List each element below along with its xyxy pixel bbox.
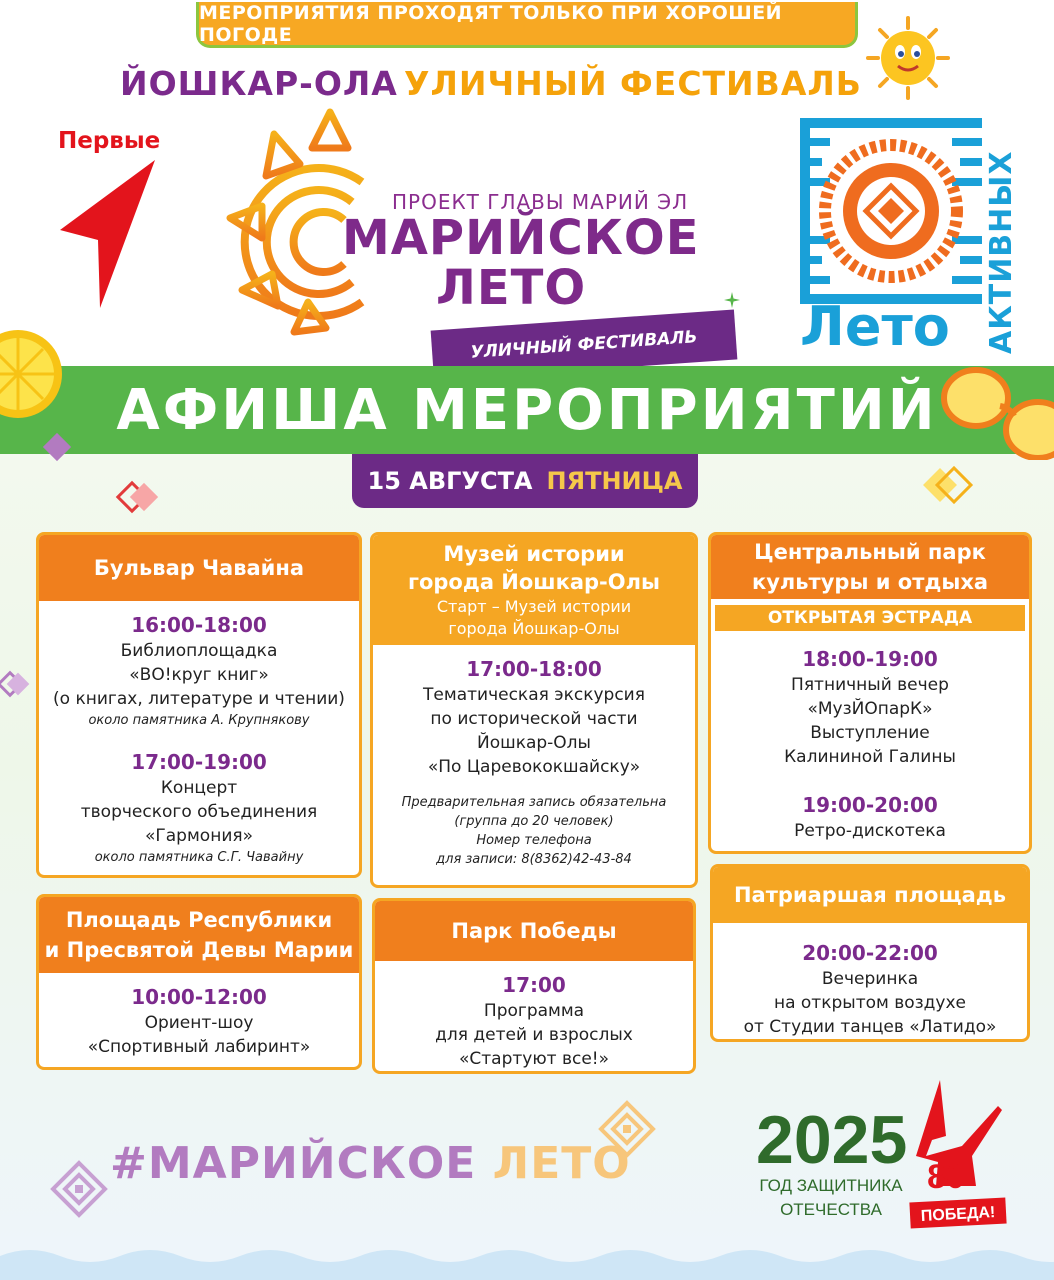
event-line: «Стартуют все!» bbox=[458, 1049, 609, 1069]
event-line: «Гармония» bbox=[145, 826, 253, 846]
event-line: «По Царевококшайску» bbox=[427, 757, 641, 777]
venue-body bbox=[39, 973, 359, 1059]
venue-title-line: культуры и отдыха bbox=[751, 570, 989, 594]
leto-word: ЛЕТО bbox=[436, 260, 587, 316]
date-weekday: ПЯТНИЦА bbox=[546, 467, 683, 495]
event-line: от Студии танцев «Латидо» bbox=[743, 1017, 997, 1037]
event-line: Ориент-шоу bbox=[144, 1013, 254, 1033]
event-time: 10:00-12:00 bbox=[131, 985, 267, 1009]
event-line: для детей и взрослых bbox=[435, 1025, 633, 1045]
ornament-icon bbox=[50, 1160, 108, 1218]
leto-aktivnyh-logo-icon bbox=[800, 118, 982, 304]
smiling-sun-icon bbox=[866, 16, 950, 100]
venue-title bbox=[39, 897, 359, 973]
event-line: Вечеринка bbox=[821, 969, 919, 989]
stage-label: ОТКРЫТАЯ ЭСТРАДА bbox=[715, 605, 1025, 631]
venue-body bbox=[711, 635, 1029, 843]
venue-card-chavayna bbox=[36, 532, 362, 878]
venue-title: Патриаршая площадь bbox=[713, 867, 1027, 923]
event-line: на открытом воздухе bbox=[773, 993, 967, 1013]
diamond-pair-icon bbox=[0, 668, 32, 702]
pervye-logo-icon bbox=[60, 160, 160, 320]
event-line: Калининой Галины bbox=[784, 747, 956, 767]
event-line: Библиоплощадка bbox=[120, 641, 278, 661]
venue-subtitle: города Йошкар-Олы bbox=[448, 619, 620, 638]
venue-card-republic-square bbox=[36, 894, 362, 1070]
festival-title: УЛИЧНЫЙ ФЕСТИВАЛЬ bbox=[404, 64, 862, 103]
event-line: творческого объединения bbox=[80, 802, 318, 822]
date-day: 15 АВГУСТА bbox=[367, 467, 533, 495]
event-line: Ретро-дискотека bbox=[794, 821, 946, 841]
venue-card-victory-park bbox=[372, 898, 696, 1074]
event-note: Номер телефона bbox=[476, 833, 592, 848]
event-time: 17:00-19:00 bbox=[131, 750, 267, 774]
year-subtitle-line: ОТЕЧЕСТВА bbox=[780, 1200, 882, 1219]
event-time: 17:00 bbox=[502, 973, 566, 997]
event-time: 18:00-19:00 bbox=[802, 647, 938, 671]
venue-title bbox=[711, 535, 1029, 599]
venue-title-line: Центральный парк bbox=[754, 540, 986, 564]
hashtag-part-1: #МАРИЙСКОЕ bbox=[110, 1138, 477, 1189]
event-line: Йошкар-Олы bbox=[477, 733, 591, 753]
event-note: для записи: 8(8362)42-43-84 bbox=[436, 852, 632, 867]
event-line: Тематическая экскурсия bbox=[423, 685, 645, 705]
event-line: «ВО!круг книг» bbox=[129, 665, 269, 685]
victory-80-logo bbox=[902, 1076, 1012, 1236]
venue-title: Бульвар Чавайна bbox=[39, 535, 359, 601]
event-line: Концерт bbox=[160, 778, 238, 798]
venue-body bbox=[39, 601, 359, 867]
weather-banner: МЕРОПРИЯТИЯ ПРОХОДЯТ ТОЛЬКО ПРИ ХОРОШЕЙ ПОГОДЕ bbox=[196, 2, 858, 48]
year-subtitle-line: ГОД ЗАЩИТНИКА bbox=[759, 1176, 903, 1195]
year-label: 2025 bbox=[756, 1102, 908, 1178]
venue-title: Парк Победы bbox=[375, 901, 693, 961]
pervye-logo-text: Первые bbox=[58, 128, 161, 154]
venue-card-patriarch-square bbox=[710, 864, 1030, 1042]
event-time: 19:00-20:00 bbox=[802, 793, 938, 817]
leto-aktivnyh-word-2: АКТИВНЫХ bbox=[984, 150, 1019, 354]
venue-title-line: и Пресвятой Девы Марии bbox=[44, 938, 354, 962]
victory-number: 80 bbox=[927, 1158, 965, 1196]
victory-word: ПОБЕДА! bbox=[920, 1204, 996, 1225]
leto-aktivnyh-word-1: Лето bbox=[800, 295, 950, 358]
sparkle-icon bbox=[724, 292, 740, 308]
event-note: Предварительная запись обязательна bbox=[401, 795, 667, 810]
venue-body bbox=[373, 645, 695, 869]
hashtag bbox=[110, 1138, 631, 1189]
event-note: (группа до 20 человек) bbox=[454, 814, 614, 829]
mariyskoe-word: МАРИЙСКОЕ bbox=[342, 210, 700, 266]
venue-title-line: города Йошкар-Олы bbox=[408, 570, 660, 594]
diamond-icon bbox=[40, 430, 74, 464]
venue-card-museum bbox=[370, 532, 698, 888]
project-label: ПРОЕКТ ГЛАВЫ МАРИЙ ЭЛ bbox=[392, 190, 689, 214]
venue-card-central-park bbox=[708, 532, 1032, 854]
event-line: Программа bbox=[483, 1001, 585, 1021]
event-time: 20:00-22:00 bbox=[802, 941, 938, 965]
bottom-wave bbox=[0, 1236, 1054, 1280]
event-line: «Спортивный лабиринт» bbox=[87, 1037, 311, 1057]
city-title: ЙОШКАР-ОЛА bbox=[120, 64, 398, 103]
venue-title bbox=[373, 535, 695, 645]
event-line: по исторической части bbox=[430, 709, 638, 729]
street-festival-tag: УЛИЧНЫЙ ФЕСТИВАЛЬ bbox=[431, 309, 738, 380]
venue-body bbox=[713, 923, 1027, 1039]
event-time: 16:00-18:00 bbox=[131, 613, 267, 637]
event-line: (о книгах, литературе и чтении) bbox=[53, 689, 345, 709]
event-line: Выступление bbox=[810, 723, 930, 743]
event-line: «МузЙОпарК» bbox=[807, 699, 933, 719]
diamond-pair-icon bbox=[114, 478, 162, 516]
event-line: Пятничный вечер bbox=[791, 675, 949, 695]
event-note: около памятника С.Г. Чавайну bbox=[94, 850, 304, 865]
diamond-pair-icon bbox=[918, 462, 976, 508]
hashtag-part-2: ЛЕТО bbox=[492, 1138, 631, 1189]
venue-title-line: Музей истории bbox=[443, 542, 625, 566]
venue-title-line: Площадь Республики bbox=[65, 908, 333, 932]
event-time: 17:00-18:00 bbox=[466, 657, 602, 681]
page-title: АФИША МЕРОПРИЯТИЙ bbox=[116, 377, 938, 443]
venue-subtitle: Старт – Музей истории bbox=[436, 597, 632, 616]
date-badge bbox=[352, 454, 698, 508]
venue-body bbox=[375, 961, 693, 1071]
event-note: около памятника А. Крупнякову bbox=[88, 713, 310, 728]
